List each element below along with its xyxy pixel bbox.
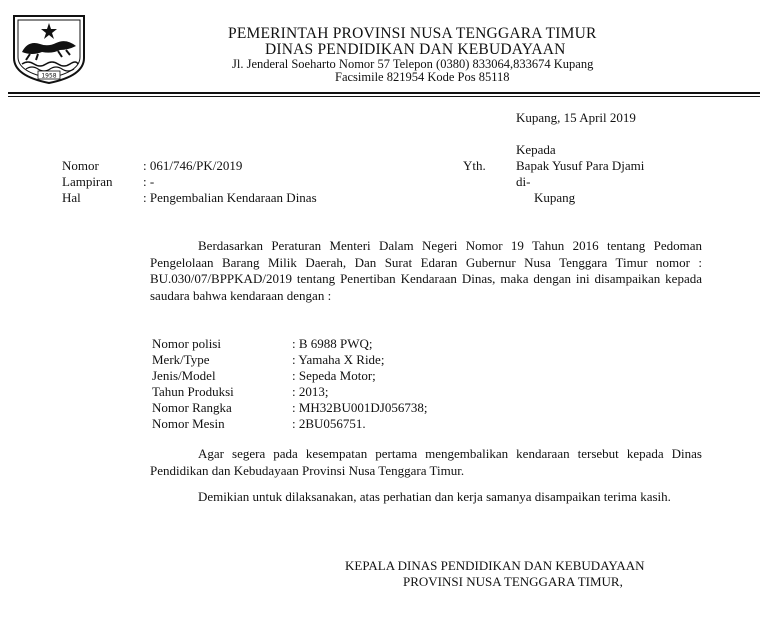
vehicle-row [152, 416, 366, 432]
meta-nomor-label: Nomor [62, 158, 99, 173]
signature-title-line2: PROVINSI NUSA TENGGARA TIMUR, [403, 574, 623, 589]
letterhead-address: Jl. Jenderal Soeharto Nomor 57 Telepon (0380) 833064,833674 Kupang [232, 57, 594, 71]
vehicle-label: Tahun Produksi [152, 384, 234, 399]
body-closing-paragraph [150, 489, 702, 506]
body-intro-paragraph [150, 238, 702, 304]
letterhead-fax: Facsimile 821954 Kode Pos 85118 [335, 70, 510, 84]
meta-hal-label: Hal [62, 190, 81, 205]
recipient-name: Bapak Yusuf Para Djami [516, 158, 645, 173]
body-request-paragraph [150, 446, 702, 479]
vehicle-value: : 2013; [292, 384, 329, 399]
vehicle-label: Merk/Type [152, 352, 210, 367]
letterhead-office: DINAS PENDIDIKAN DAN KEBUDAYAAN [265, 41, 566, 58]
recipient-city: Kupang [534, 190, 576, 205]
letterhead-government: PEMERINTAH PROVINSI NUSA TENGGARA TIMUR [228, 25, 597, 42]
vehicle-label: Jenis/Model [152, 368, 216, 383]
vehicle-row [152, 368, 376, 384]
letter-date: Kupang, 15 April 2019 [516, 110, 636, 125]
vehicle-label: Nomor Rangka [152, 400, 232, 415]
ntt-emblem-logo [8, 10, 90, 86]
body-intro-text: Berdasarkan Peraturan Menteri Dalam Negeri Nomor 19 Tahun 2016 tentang Pedoman Pengelolaan Barang Milik Daerah, Dan Surat Edaran Gubernur Nusa Tenggara Timur nomor : BU.030/07/BPPKAD/2019 tentang Penertiban Kendaraan Dinas, maka dengan ini disampaikan kepada saudara bahwa kendaraan dengan : [150, 238, 702, 303]
meta-lampiran-value: : - [143, 174, 155, 189]
letterhead-rule-thin [8, 96, 760, 97]
vehicle-row [152, 384, 328, 400]
recipient-yth: Yth. [463, 158, 486, 173]
vehicle-value: : B 6988 PWQ; [292, 336, 373, 351]
body-request-text: Agar segera pada kesempatan pertama mengembalikan kendaraan tersebut kepada Dinas Pendidikan dan Kebudayaan Provinsi Nusa Tenggara Timur. [150, 446, 702, 478]
vehicle-label: Nomor polisi [152, 336, 221, 351]
vehicle-row [152, 352, 384, 368]
recipient-kepada: Kepada [516, 142, 556, 157]
recipient-di: di- [516, 174, 531, 189]
body-closing-text: Demikian untuk dilaksanakan, atas perhatian dan kerja samanya disampaikan terima kasih. [198, 489, 671, 504]
signature-title-line1: KEPALA DINAS PENDIDIKAN DAN KEBUDAYAAN [345, 558, 645, 573]
vehicle-row [152, 400, 427, 416]
vehicle-value: : Yamaha X Ride; [292, 352, 385, 367]
vehicle-value: : Sepeda Motor; [292, 368, 376, 383]
meta-nomor-value: : 061/746/PK/2019 [143, 158, 243, 173]
vehicle-value: : MH32BU001DJ056738; [292, 400, 428, 415]
vehicle-value: : 2BU056751. [292, 416, 366, 431]
logo-year-text: 1958 [41, 72, 57, 80]
vehicle-row [152, 336, 373, 352]
vehicle-label: Nomor Mesin [152, 416, 225, 431]
meta-lampiran-label: Lampiran [62, 174, 113, 189]
meta-hal-value: : Pengembalian Kendaraan Dinas [143, 190, 317, 205]
letterhead-rule-thick [8, 92, 760, 94]
